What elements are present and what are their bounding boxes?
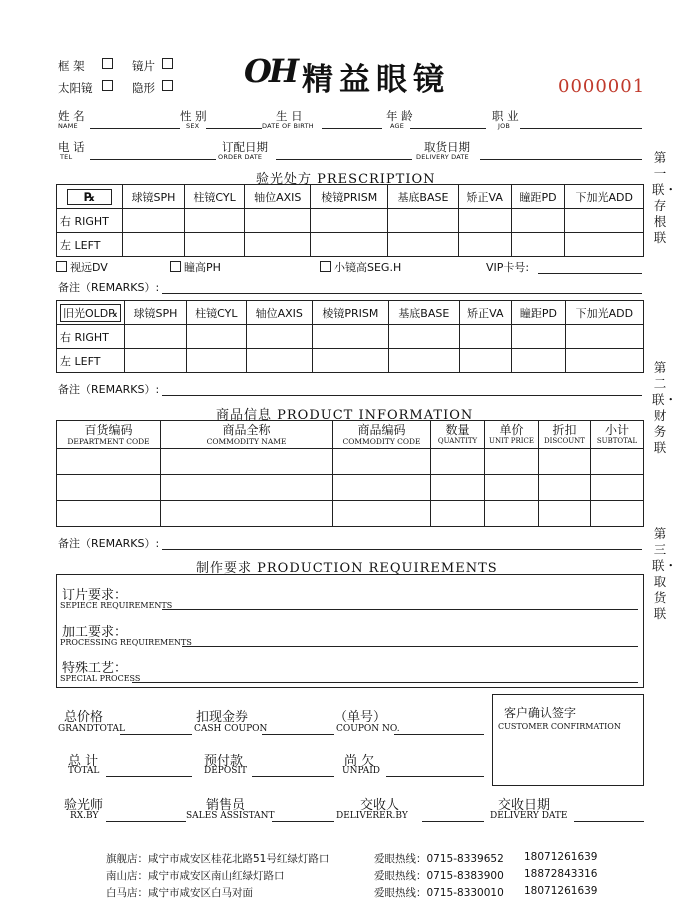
- option-sunglass-label: 太阳镜: [58, 81, 93, 95]
- table-cell[interactable]: [161, 475, 333, 501]
- age-label: 年 龄: [386, 109, 413, 123]
- remarks-label-3: 备注（REMARKS）:: [58, 537, 160, 550]
- option-frame-checkbox[interactable]: [102, 58, 113, 69]
- rx-by-field[interactable]: [106, 821, 186, 822]
- table-cell[interactable]: [511, 233, 565, 257]
- table-cell[interactable]: [311, 233, 388, 257]
- table-cell[interactable]: [333, 449, 431, 475]
- option-lens-checkbox[interactable]: [162, 58, 173, 69]
- job-label: 职 业: [492, 109, 519, 123]
- table-cell[interactable]: [388, 209, 459, 233]
- table-cell[interactable]: [123, 209, 185, 233]
- table-cell[interactable]: [246, 325, 312, 349]
- col-discount-cn: 折扣: [552, 422, 577, 437]
- table-cell[interactable]: [333, 475, 431, 501]
- col-unit-price-en: UNIT PRICE: [489, 436, 534, 445]
- total-price-label: 总价格: [64, 710, 104, 725]
- tel-label-en: TEL: [60, 153, 73, 161]
- col-commodity-code: [333, 421, 431, 449]
- table-cell[interactable]: [591, 501, 644, 527]
- check-dv-label: 视远DV: [70, 261, 108, 274]
- table-cell[interactable]: [312, 349, 388, 373]
- col-commodity-name: [161, 421, 333, 449]
- table-cell[interactable]: [485, 475, 539, 501]
- col-add: 下加光ADD: [565, 301, 643, 325]
- option-frame-label: 框 架: [58, 59, 85, 73]
- table-cell[interactable]: [485, 449, 539, 475]
- table-cell[interactable]: [539, 449, 591, 475]
- option-contact-label: 隐形: [132, 81, 155, 95]
- product-table: [56, 420, 644, 527]
- unpaid-field[interactable]: [386, 776, 484, 777]
- table-cell[interactable]: [312, 325, 388, 349]
- old-prescription-row-left: [57, 349, 644, 373]
- deliverer-field[interactable]: [422, 821, 484, 822]
- brand-logo-mark: OH: [244, 52, 297, 90]
- processing-label-en: PROCESSING REQUIREMENTS: [60, 638, 192, 647]
- cash-coupon-label-en: CASH COUPON: [194, 724, 268, 734]
- birth-label: 生 日: [276, 109, 303, 123]
- row-left-label: 左 LEFT: [57, 349, 125, 373]
- table-cell[interactable]: [539, 501, 591, 527]
- total-price-field[interactable]: [120, 734, 192, 735]
- col-unit-price-cn: 单价: [499, 422, 524, 437]
- store-mobile-2: 18872843316: [524, 868, 598, 880]
- remarks-label-1: 备注（REMARKS）:: [58, 281, 160, 294]
- customer-confirm-label: 客户确认签字: [504, 706, 577, 720]
- sex-label-en: SEX: [186, 122, 200, 130]
- special-field[interactable]: [132, 682, 638, 683]
- col-department-code-en: DEPARTMENT CODE: [67, 436, 150, 446]
- deposit-label-en: DEPOSIT: [204, 766, 247, 776]
- table-row: [57, 449, 644, 475]
- col-subtotal-en: SUBTOTAL: [596, 436, 638, 445]
- table-cell[interactable]: [431, 475, 485, 501]
- col-quantity: [431, 421, 485, 449]
- table-cell[interactable]: [333, 501, 431, 527]
- customer-confirm-label-en: CUSTOMER CONFIRMATION: [498, 722, 621, 731]
- col-pd: 瞳距PD: [512, 301, 566, 325]
- table-cell[interactable]: [458, 233, 511, 257]
- delivery-date2-label-en: DELIVERY DATE: [490, 811, 568, 821]
- rx-by-label: 验光师: [64, 798, 104, 813]
- table-cell[interactable]: [57, 449, 161, 475]
- sepiece-label-en: SEPIECE REQUIREMENTS: [60, 601, 173, 610]
- age-field[interactable]: [410, 128, 486, 129]
- table-row: [57, 475, 644, 501]
- col-pd: 瞳距PD: [511, 185, 565, 209]
- col-department-code-cn: 百货编码: [84, 422, 133, 437]
- check-ph[interactable]: [170, 261, 181, 272]
- table-cell[interactable]: [389, 325, 459, 349]
- name-label-en: NAME: [58, 122, 78, 130]
- vip-card-field[interactable]: [538, 273, 642, 274]
- col-subtotal: [591, 421, 644, 449]
- table-cell[interactable]: [591, 475, 644, 501]
- birth-label-en: DATE OF BIRTH: [262, 122, 314, 130]
- order-date-field[interactable]: [276, 159, 412, 160]
- old-prescription-row-right: [57, 325, 644, 349]
- side-label-copy-2: 第二联・财务联: [652, 360, 678, 455]
- prescription-title: 验光处方 PRESCRIPTION: [256, 172, 436, 187]
- table-cell[interactable]: [125, 349, 187, 373]
- old-prescription-header-row: [57, 301, 644, 325]
- col-axis: 轴位AXIS: [245, 185, 311, 209]
- table-cell[interactable]: [311, 209, 388, 233]
- deposit-label: 预付款: [204, 754, 244, 769]
- sepiece-label: 订片要求：: [62, 588, 128, 603]
- table-cell[interactable]: [185, 209, 245, 233]
- option-lens-label: 镜片: [132, 59, 155, 73]
- remarks-field-3[interactable]: [162, 549, 642, 550]
- table-cell[interactable]: [161, 449, 333, 475]
- col-quantity-cn: 数量: [445, 422, 470, 437]
- table-cell[interactable]: [591, 449, 644, 475]
- store-address-1: 旗舰店：咸宁市咸安区桂花北路51号红绿灯路口: [106, 853, 330, 865]
- rx-symbol: ℞: [67, 189, 112, 205]
- delivery-date-field[interactable]: [480, 159, 642, 160]
- rx-header-cell: [57, 185, 123, 209]
- brand-name: 精益眼镜: [302, 62, 450, 98]
- table-cell[interactable]: [185, 233, 245, 257]
- col-cyl: 柱镜CYL: [186, 301, 246, 325]
- table-cell[interactable]: [512, 325, 566, 349]
- product-title: 商品信息 PRODUCT INFORMATION: [216, 408, 474, 423]
- remarks-field-2[interactable]: [162, 395, 642, 396]
- row-right-label: 右 RIGHT: [57, 325, 125, 349]
- col-axis: 轴位AXIS: [246, 301, 312, 325]
- table-cell[interactable]: [186, 349, 246, 373]
- sex-field[interactable]: [206, 128, 262, 129]
- deliverer-label: 交收人: [360, 798, 400, 813]
- table-cell[interactable]: [431, 449, 485, 475]
- total-field[interactable]: [106, 776, 192, 777]
- table-cell[interactable]: [388, 233, 459, 257]
- col-base: 基底BASE: [389, 301, 459, 325]
- remarks-field-1[interactable]: [162, 293, 642, 294]
- table-cell[interactable]: [539, 475, 591, 501]
- col-commodity-name-cn: 商品全称: [222, 422, 271, 437]
- table-cell[interactable]: [431, 501, 485, 527]
- col-sph: 球镜SPH: [125, 301, 187, 325]
- name-field[interactable]: [90, 128, 180, 129]
- deposit-field[interactable]: [252, 776, 334, 777]
- table-cell[interactable]: [511, 209, 565, 233]
- side-label-copy-1: 第一联・存根联: [652, 150, 678, 245]
- sales-label-en: SALES ASSISTANT: [186, 811, 275, 821]
- check-ph-label: 瞳高PH: [184, 261, 221, 274]
- old-rx-label: 旧光OLD℞: [60, 304, 121, 322]
- store-hotline-2: 爱眼热线：0715-8383900: [374, 870, 504, 882]
- store-address-2: 南山店：咸宁市咸安区南山红绿灯路口: [106, 870, 285, 882]
- sales-label: 销售员: [206, 798, 246, 813]
- side-label-copy-3: 第三联・取货联: [652, 526, 678, 621]
- remarks-label-2: 备注（REMARKS）:: [58, 383, 160, 396]
- serial-number: 0000001: [558, 76, 646, 97]
- table-cell[interactable]: [125, 325, 187, 349]
- special-label-en: SPECIAL PROCESS: [60, 674, 141, 683]
- col-va: 矫正VA: [458, 185, 511, 209]
- deliverer-label-en: DELIVERER.BY: [336, 811, 408, 821]
- delivery-date-label-en: DELIVERY DATE: [416, 153, 469, 161]
- product-header-row: [57, 421, 644, 449]
- table-cell[interactable]: [459, 349, 512, 373]
- old-prescription-table: [56, 300, 644, 373]
- table-cell[interactable]: [123, 233, 185, 257]
- table-cell[interactable]: [565, 209, 644, 233]
- prescription-row-left: [57, 233, 644, 257]
- vip-card-label: VIP卡号:: [486, 261, 530, 274]
- table-cell[interactable]: [245, 209, 311, 233]
- col-subtotal-cn: 小计: [604, 422, 629, 437]
- age-label-en: AGE: [390, 122, 405, 130]
- row-right-label: 右 RIGHT: [57, 209, 123, 233]
- table-cell[interactable]: [389, 349, 459, 373]
- special-label: 特殊工艺：: [62, 661, 128, 676]
- col-sph: 球镜SPH: [123, 185, 185, 209]
- col-cyl: 柱镜CYL: [185, 185, 245, 209]
- table-row: [57, 501, 644, 527]
- prescription-row-right: [57, 209, 644, 233]
- option-contact-checkbox[interactable]: [162, 80, 173, 91]
- table-cell[interactable]: [565, 233, 644, 257]
- col-quantity-en: QUANTITY: [437, 436, 478, 445]
- check-segh[interactable]: [320, 261, 331, 272]
- cash-coupon-field[interactable]: [262, 734, 334, 735]
- job-label-en: JOB: [498, 122, 511, 130]
- name-label: 姓 名: [58, 109, 85, 123]
- table-cell[interactable]: [246, 349, 312, 373]
- store-hotline-3: 爱眼热线：0715-8330010: [374, 887, 504, 899]
- table-cell[interactable]: [161, 501, 333, 527]
- col-unit-price: [485, 421, 539, 449]
- store-mobile-3: 18071261639: [524, 885, 598, 897]
- col-commodity-code-cn: 商品编码: [357, 422, 406, 437]
- table-cell[interactable]: [245, 233, 311, 257]
- col-commodity-name-en: COMMODITY NAME: [206, 436, 287, 446]
- order-date-label: 订配日期: [222, 140, 268, 154]
- coupon-no-label: （单号）: [334, 710, 387, 725]
- table-cell[interactable]: [57, 501, 161, 527]
- unpaid-label: 尚 欠: [344, 754, 375, 769]
- table-cell[interactable]: [186, 325, 246, 349]
- table-cell[interactable]: [458, 209, 511, 233]
- store-hotline-1: 爱眼热线：0715-8339652: [374, 853, 504, 865]
- table-cell[interactable]: [565, 349, 643, 373]
- table-cell[interactable]: [459, 325, 512, 349]
- processing-field[interactable]: [182, 646, 638, 647]
- order-date-label-en: ORDER DATE: [218, 153, 263, 161]
- table-cell[interactable]: [485, 501, 539, 527]
- delivery-date2-label: 交收日期: [498, 798, 551, 813]
- store-mobile-1: 18071261639: [524, 851, 598, 863]
- col-va: 矫正VA: [459, 301, 512, 325]
- total-label: 总 计: [68, 754, 99, 769]
- check-dv[interactable]: [56, 261, 67, 272]
- store-address-3: 白马店：咸宁市咸安区白马对面: [106, 887, 253, 899]
- col-prism: 棱镜PRISM: [311, 185, 388, 209]
- coupon-no-field[interactable]: [394, 734, 484, 735]
- col-discount-en: DISCOUNT: [544, 436, 585, 445]
- prescription-table: [56, 184, 644, 257]
- coupon-no-label-en: COUPON NO.: [336, 724, 400, 734]
- col-commodity-code-en: COMMODITY CODE: [342, 436, 421, 446]
- tel-field[interactable]: [90, 159, 216, 160]
- col-department-code: [57, 421, 161, 449]
- tel-label: 电 话: [58, 140, 85, 154]
- rx-by-label-en: RX.BY: [70, 811, 99, 821]
- production-title: 制作要求 PRODUCTION REQUIREMENTS: [196, 561, 498, 576]
- production-box: [56, 574, 644, 688]
- col-prism: 棱镜PRISM: [312, 301, 388, 325]
- sales-field[interactable]: [272, 821, 334, 822]
- processing-label: 加工要求：: [62, 625, 128, 640]
- unpaid-label-en: UNPAID: [342, 766, 380, 776]
- delivery-date-label: 取货日期: [424, 140, 470, 154]
- birth-field[interactable]: [322, 128, 382, 129]
- sex-label: 性 别: [180, 109, 207, 123]
- total-label-en: TOTAL: [68, 766, 100, 776]
- delivery-date2-field[interactable]: [574, 821, 644, 822]
- col-base: 基底BASE: [388, 185, 459, 209]
- col-discount: [539, 421, 591, 449]
- check-segh-label: 小镜高SEG.H: [334, 261, 402, 274]
- total-price-label-en: GRANDTOTAL: [58, 724, 125, 734]
- prescription-header-row: [57, 185, 644, 209]
- sepiece-field[interactable]: [162, 609, 638, 610]
- cash-coupon-label: 扣现金券: [196, 710, 249, 725]
- option-sunglass-checkbox[interactable]: [102, 80, 113, 91]
- table-cell[interactable]: [512, 349, 566, 373]
- table-cell[interactable]: [57, 475, 161, 501]
- table-cell[interactable]: [565, 325, 643, 349]
- col-add: 下加光ADD: [565, 185, 644, 209]
- row-left-label: 左 LEFT: [57, 233, 123, 257]
- job-field[interactable]: [520, 128, 642, 129]
- old-rx-header-cell: [57, 301, 125, 325]
